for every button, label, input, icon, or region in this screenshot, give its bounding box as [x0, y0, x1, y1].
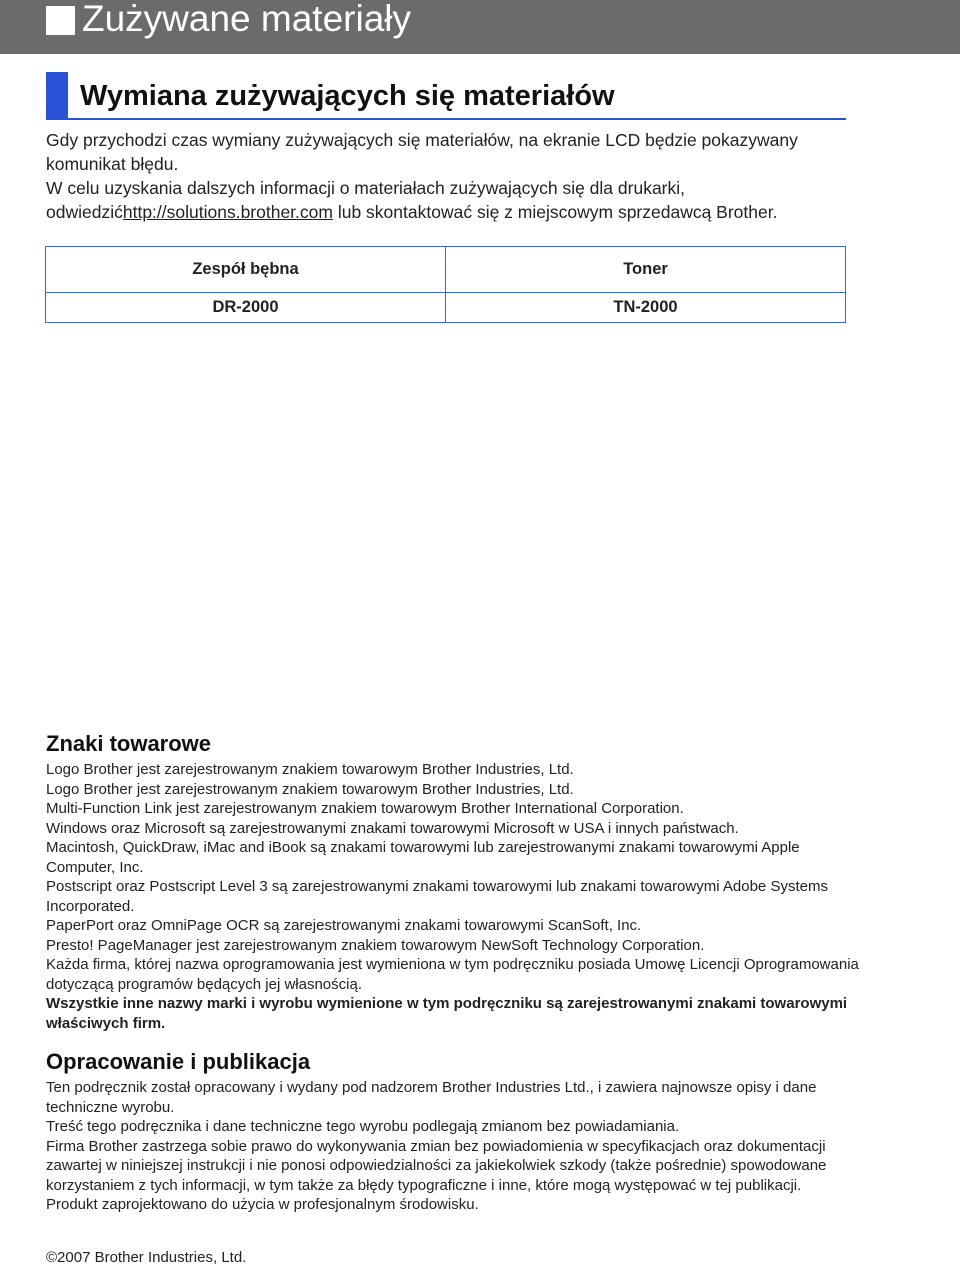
section-underline [68, 118, 846, 120]
trademarks-section [46, 730, 866, 1033]
table-header-row [46, 247, 846, 293]
section-accent-bar [46, 72, 68, 120]
trademark-line: Macintosh, QuickDraw, iMac and iBook są znakami towarowymi lub zarejestrowanymi znakami towarowymi Apple Computer, Inc. [46, 839, 800, 876]
trademark-bold-note: Wszystkie inne nazwy marki i wyrobu wymienione w tym podręczniku są zarejestrowanymi znakami towarowymi właściwych firm. [46, 995, 848, 1032]
section-title: Wymiana zużywających się materiałów [80, 80, 615, 112]
trademark-line: Każda firma, której nazwa oprogramowania jest wymieniona w tym podręczniku posiada Umowę Licencji Oprogramowania dotyczącą programów będących jej własnością. [46, 956, 859, 993]
publication-line: Ten podręcznik został opracowany i wydany pod nadzorem Brother Industries Ltd., i zawiera najnowsze opisy i dane techniczne wyrobu. [46, 1079, 817, 1116]
trademark-line: Presto! PageManager jest zarejestrowanym znakiem towarowym NewSoft Technology Corporation. [46, 936, 705, 954]
header-toner: Toner [446, 247, 846, 293]
intro-text-before-link: W celu uzyskania dalszych informacji o materiałach zużywających się dla drukarki, odwiedzić [46, 178, 685, 222]
header-square-bullet [46, 6, 75, 35]
chapter-title: Zużywane materiały [82, 0, 412, 39]
intro-text [46, 128, 846, 224]
trademark-line: Logo Brother jest zarejestrowanym znakiem towarowym Brother Industries, Ltd. [46, 780, 574, 798]
intro-text-after-link: lub skontaktować się z miejscowym sprzedawcą Brother. [332, 202, 778, 222]
trademarks-title: Znaki towarowe [46, 731, 212, 756]
copyright-notice: ©2007 Brother Industries, Ltd. [46, 1249, 247, 1266]
trademark-line: Logo Brother jest zarejestrowanym znakiem towarowym Brother Industries, Ltd. [46, 761, 574, 778]
chapter-header [0, 0, 960, 54]
trademark-line: Windows oraz Microsoft są zarejestrowanymi znakami towarowymi Microsoft w USA i innych państwach. [46, 819, 739, 837]
intro-paragraph-2 [46, 176, 846, 224]
publication-line: Produkt zaprojektowano do użycia w profesjonalnym środowisku. [46, 1196, 479, 1213]
cell-toner-model: TN-2000 [446, 293, 846, 323]
trademark-line: PaperPort oraz OmniPage OCR są zarejestrowanymi znakami towarowymi ScanSoft, Inc. [46, 917, 642, 934]
supplies-table [45, 246, 846, 323]
intro-paragraph-1: Gdy przychodzi czas wymiany zużywających się materiałów, na ekranie LCD będzie pokazywany komunikat błędu. [46, 130, 798, 174]
cell-drum-model: DR-2000 [46, 293, 446, 323]
trademark-line: Multi-Function Link jest zarejestrowanym znakiem towarowym Brother International Corporation. [46, 800, 684, 817]
publication-line: Treść tego podręcznika i dane techniczne tego wyrobu podlegają zmianom bez powiadamiania. [46, 1118, 680, 1135]
trademark-line: Postscript oraz Postscript Level 3 są zarejestrowanymi znakami towarowymi lub znakami towarowymi Adobe Systems Incorporated. [46, 878, 828, 915]
table-row [46, 293, 846, 323]
publication-title: Opracowanie i publikacja [46, 1049, 311, 1074]
publication-line: Firma Brother zastrzega sobie prawo do wykonywania zmian bez powiadomienia w specyfikacjach oraz dokumentacji zawartej w niniejszej instrukcji i nie ponosi odpowiedzialności za jakiekolwiek szkody (także pośrednie) spowodowane korzystaniem z tych informacji, w tym także za błędy typograficzne i inne, które mogą występować w tej publikacji. [46, 1137, 827, 1194]
header-drum-unit: Zespół bębna [46, 247, 446, 293]
section-heading [46, 72, 846, 120]
publication-section [46, 1048, 866, 1215]
solutions-link[interactable]: http://solutions.brother.com [122, 202, 333, 222]
